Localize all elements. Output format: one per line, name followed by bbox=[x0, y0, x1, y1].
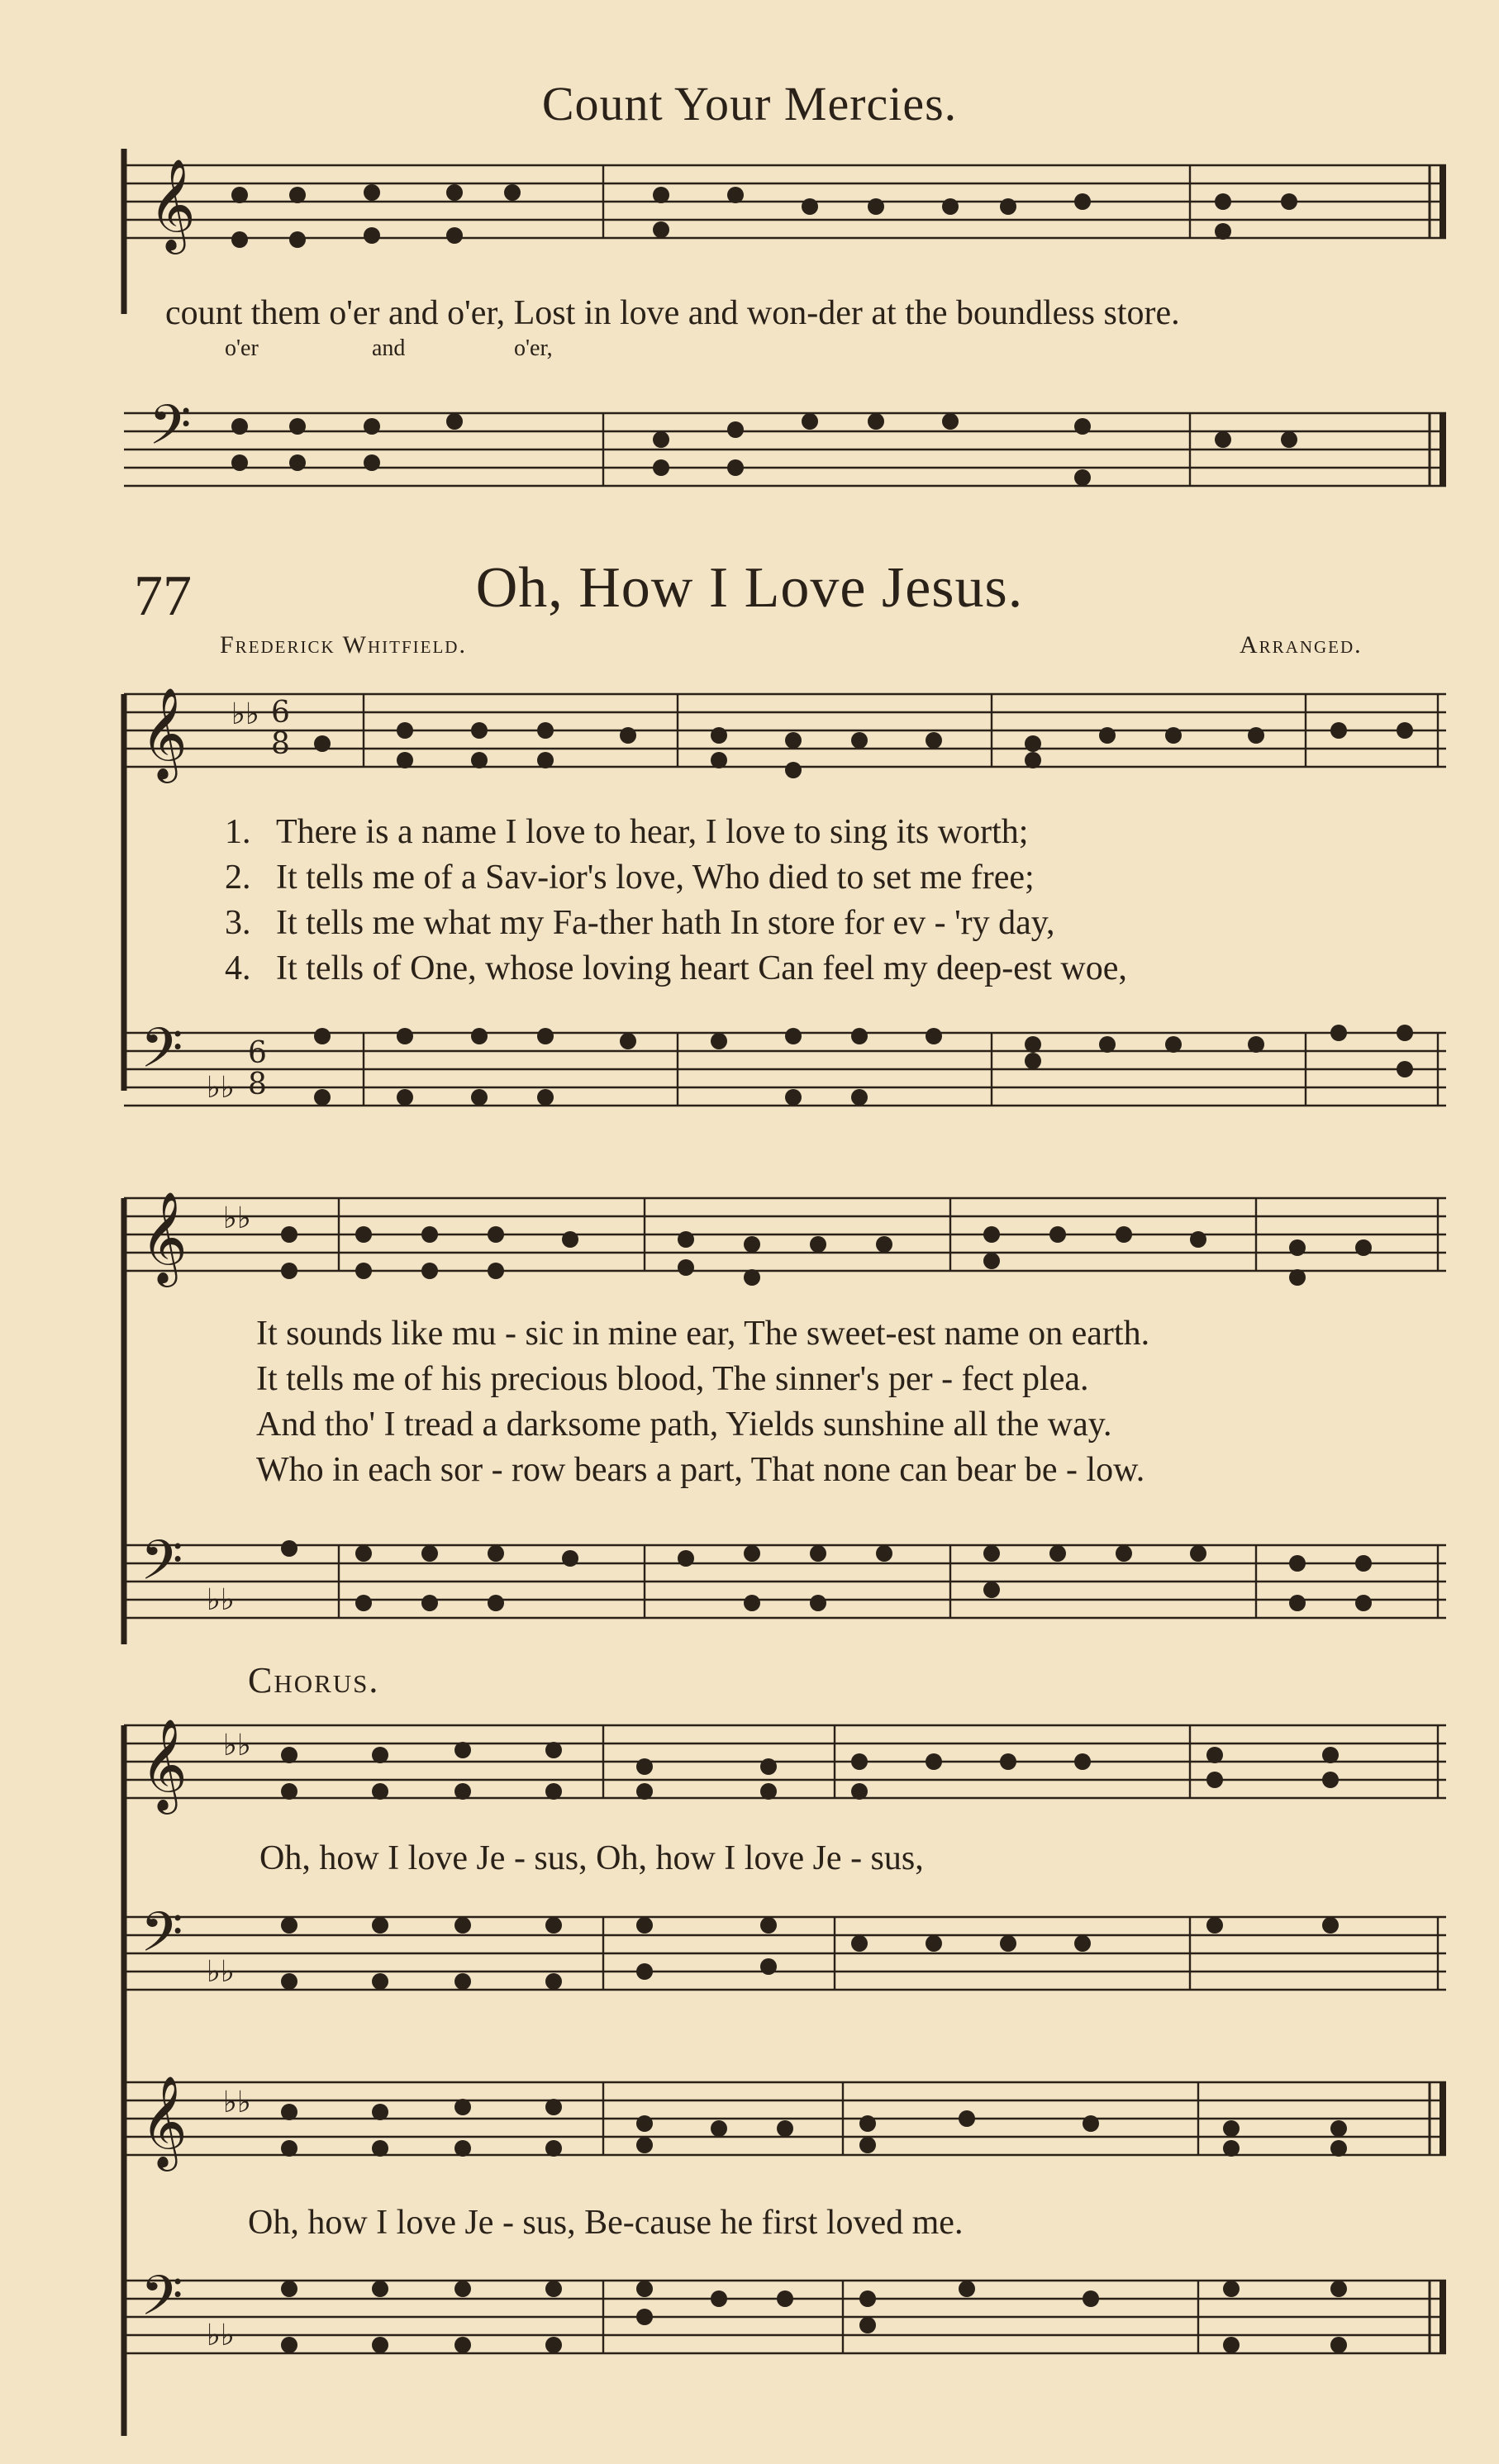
svg-text:𝄢: 𝄢 bbox=[140, 2264, 183, 2341]
svg-text:♭♭: ♭♭ bbox=[207, 1955, 235, 1989]
svg-text:♭♭: ♭♭ bbox=[223, 1729, 251, 1762]
treble-staff-prev bbox=[124, 149, 1446, 264]
chorus-label: Chorus. bbox=[248, 1660, 380, 1701]
svg-text:♭♭: ♭♭ bbox=[223, 2086, 251, 2119]
bass-staff-prev bbox=[124, 393, 1446, 521]
prev-alto-word-1: o'er bbox=[225, 335, 259, 361]
svg-text:𝄞: 𝄞 bbox=[140, 687, 188, 779]
svg-text:♭♭: ♭♭ bbox=[207, 2319, 235, 2352]
verse-3-part2: And tho' I tread a darksome path, Yields sunshine all the way. bbox=[256, 1406, 1112, 1444]
treble-staff-2 bbox=[124, 1182, 1446, 1297]
verse-4-part1: 4. It tells of One, whose loving heart Can feel my deep-est woe, bbox=[225, 949, 1127, 987]
hymn-number: 77 bbox=[134, 564, 192, 628]
verse-3-part1: 3. It tells me what my Fa-ther hath In store for ev - 'ry day, bbox=[225, 904, 1055, 942]
prev-hymn-title: Count Your Mercies. bbox=[541, 77, 958, 131]
bass-staff-chorus-1 bbox=[124, 1892, 1446, 2016]
svg-text:♭♭: ♭♭ bbox=[231, 697, 259, 731]
chorus-line-1: Oh, how I love Je - sus, Oh, how I love Je - sus, bbox=[259, 1839, 924, 1877]
chorus-line-2: Oh, how I love Je - sus, Be-cause he first loved me. bbox=[248, 2204, 964, 2242]
bass-staff-chorus-2 bbox=[124, 2256, 1446, 2380]
svg-text:♭♭: ♭♭ bbox=[207, 1583, 235, 1617]
svg-text:8: 8 bbox=[271, 727, 290, 761]
svg-text:𝄢: 𝄢 bbox=[140, 1900, 183, 1977]
treble-staff-chorus-2 bbox=[124, 2066, 1446, 2181]
svg-text:𝄞: 𝄞 bbox=[140, 1718, 188, 1810]
bass-staff-2 bbox=[124, 1520, 1446, 1644]
verse-2-part1: 2. It tells me of a Sav-ior's love, Who died to set me free; bbox=[225, 859, 1035, 897]
svg-text:𝄢: 𝄢 bbox=[140, 1016, 183, 1093]
svg-text:𝄞: 𝄞 bbox=[149, 158, 196, 250]
svg-text:𝄞: 𝄞 bbox=[140, 1191, 188, 1283]
prev-hymn-lyric: count them o'er and o'er, Lost in love and won-der at the boundless store. bbox=[165, 294, 1180, 332]
verse-1-part1: 1. There is a name I love to hear, I love to sing its worth; bbox=[225, 813, 1029, 851]
svg-text:♭♭: ♭♭ bbox=[223, 1201, 251, 1235]
arrangement-credit: Arranged. bbox=[1240, 631, 1363, 659]
verse-2-part2: It tells me of his precious blood, The sinner's per - fect plea. bbox=[256, 1360, 1089, 1398]
svg-text:♭♭: ♭♭ bbox=[207, 1071, 235, 1105]
svg-text:𝄞: 𝄞 bbox=[140, 2075, 188, 2167]
svg-text:8: 8 bbox=[248, 1068, 267, 1101]
prev-alto-word-2: and bbox=[372, 335, 406, 361]
treble-staff-chorus-1 bbox=[124, 1709, 1446, 1824]
prev-alto-word-3: o'er, bbox=[514, 335, 553, 361]
bass-staff-1 bbox=[124, 1008, 1446, 1132]
svg-text:6: 6 bbox=[248, 1036, 267, 1070]
svg-text:6: 6 bbox=[271, 696, 290, 730]
svg-text:𝄢: 𝄢 bbox=[149, 393, 192, 470]
verse-1-part2: It sounds like mu - sic in mine ear, The sweet-est name on earth. bbox=[256, 1315, 1150, 1353]
author-credit: Frederick Whitfield. bbox=[220, 631, 467, 659]
hymn-title: Oh, How I Love Jesus. bbox=[475, 556, 1024, 620]
verse-4-part2: Who in each sor - row bears a part, That none can bear be - low. bbox=[256, 1451, 1145, 1489]
treble-staff-1 bbox=[124, 678, 1446, 793]
svg-text:𝄢: 𝄢 bbox=[140, 1529, 183, 1605]
